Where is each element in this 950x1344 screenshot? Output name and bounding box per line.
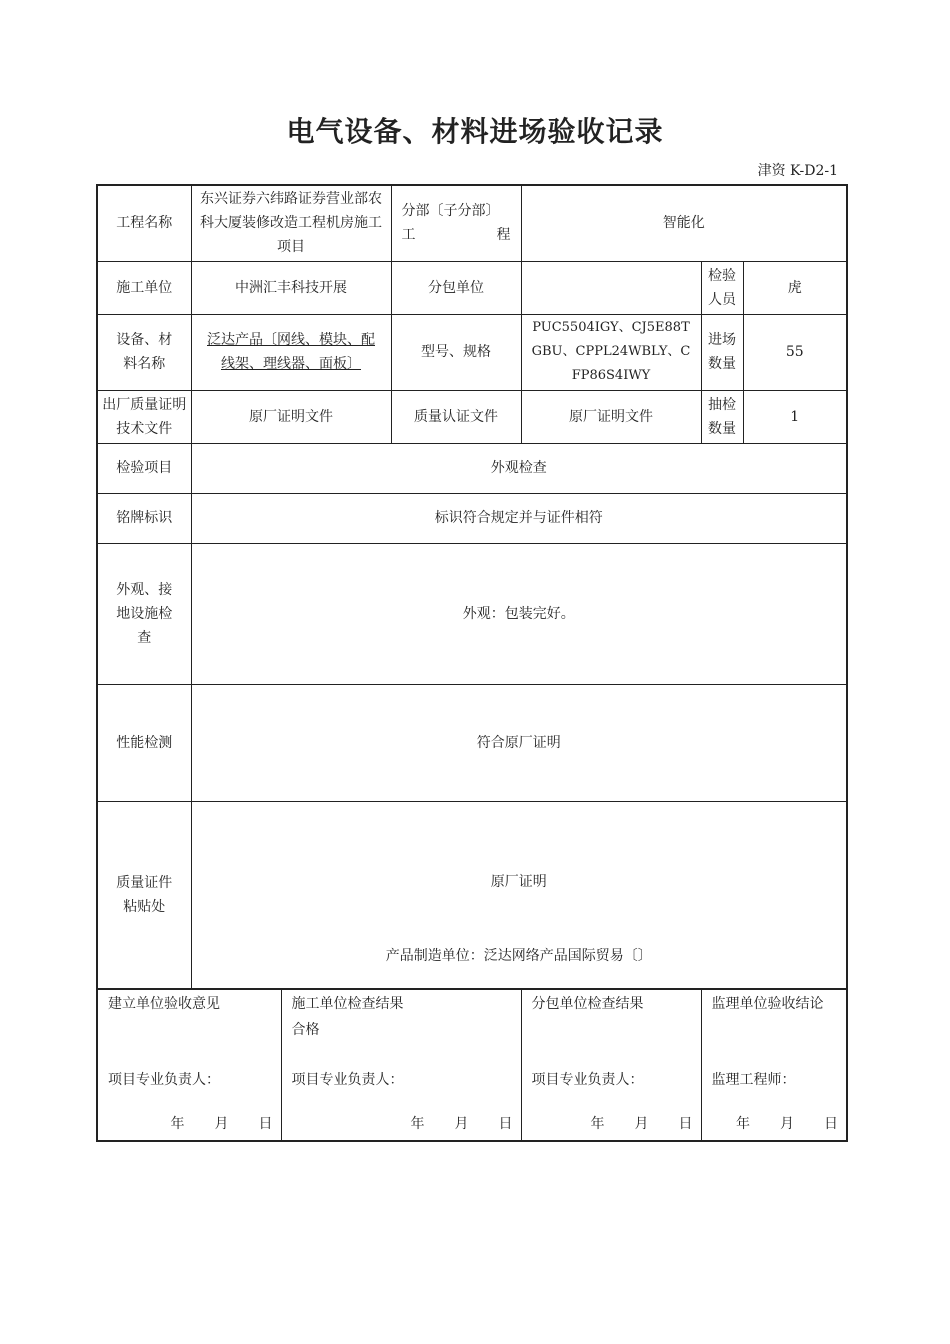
subproject-label-line1: 分部〔子分部〕 <box>401 203 500 220</box>
docs-label: 出厂质量证明技术文件 <box>97 390 191 443</box>
model-label: 型号、规格 <box>391 314 521 390</box>
signature-date <box>702 1112 839 1136</box>
date-month: 月 <box>634 1116 649 1132</box>
date-day: 日 <box>258 1116 273 1132</box>
inspection-item-label: 检验项目 <box>97 443 191 493</box>
page-title: 电气设备、材料进场验收记录 <box>286 115 664 148</box>
project-row <box>97 185 847 261</box>
form-code: 津资 K-D2-1 <box>757 163 838 179</box>
inspector-value: 虎 <box>743 261 847 314</box>
date-month: 月 <box>214 1116 229 1132</box>
cert-label: 质量认证文件 <box>391 390 521 443</box>
material-label: 设备、材料名称 <box>97 314 191 390</box>
subproject-label-line2 <box>402 223 511 247</box>
performance-value: 符合原厂证明 <box>191 684 847 801</box>
signature-result: 合格 <box>291 1022 320 1038</box>
signature-responsible: 项目专业负责人： <box>291 1072 404 1088</box>
subcontractor-label: 分包单位 <box>391 261 521 314</box>
inspection-item-row <box>97 443 847 493</box>
date-year: 年 <box>736 1116 750 1132</box>
signature-cell <box>521 989 701 1141</box>
date-month: 月 <box>454 1116 469 1132</box>
subproject-value: 智能化 <box>521 185 847 261</box>
signature-responsible: 项目专业负责人： <box>108 1072 220 1088</box>
date-day: 日 <box>498 1116 513 1132</box>
date-year: 年 <box>170 1116 185 1132</box>
sample-value: 1 <box>743 390 847 443</box>
contractor-label: 施工单位 <box>97 261 191 314</box>
quality-value: 原厂证明 <box>490 873 547 890</box>
performance-label: 性能检测 <box>97 684 191 801</box>
date-day: 日 <box>824 1116 838 1132</box>
appearance-value: 外观：包装完好。 <box>191 543 847 684</box>
subproject-label <box>391 185 521 261</box>
inspection-item-value: 外观检查 <box>191 443 847 493</box>
docs-row <box>97 390 847 443</box>
quality-row <box>97 801 847 989</box>
quantity-label: 进场数量 <box>701 314 743 390</box>
contractor-value: 中洲汇丰科技开展 <box>191 261 391 314</box>
nameplate-label: 铭牌标识 <box>97 493 191 543</box>
sample-label: 抽检数量 <box>701 390 743 443</box>
signature-row <box>97 989 847 1141</box>
signature-heading: 建立单位验收意见 <box>108 996 220 1012</box>
signature-date <box>282 1112 513 1136</box>
project-label: 工程名称 <box>97 185 191 261</box>
cert-value: 原厂证明文件 <box>521 390 701 443</box>
quantity-value: 55 <box>743 314 847 390</box>
material-row <box>97 314 847 390</box>
signature-responsible: 项目专业负责人： <box>531 1072 644 1088</box>
manufacturer-text: 产品制造单位：泛达网络产品国际贸易〔〕 <box>385 947 652 964</box>
signature-heading: 施工单位检查结果 <box>291 996 404 1012</box>
subcontractor-value <box>521 261 701 314</box>
nameplate-value: 标识符合规定并与证件相符 <box>191 493 847 543</box>
date-day: 日 <box>678 1116 693 1132</box>
docs-value: 原厂证明文件 <box>191 390 391 443</box>
performance-row <box>97 684 847 801</box>
appearance-label: 外观、接地设施检查 <box>97 543 191 684</box>
quality-cell <box>191 801 847 989</box>
date-month: 月 <box>780 1116 794 1132</box>
signature-heading: 监理单位验收结论 <box>711 996 824 1012</box>
project-value: 东兴证券六纬路证券营业部农科大厦装修改造工程机房施工项目 <box>191 185 391 261</box>
signature-responsible: 监理工程师： <box>711 1072 796 1088</box>
model-value: PUC5504IGY、CJ5E88TGBU、CPPL24WBLY、CFP86S4IWY <box>521 314 701 390</box>
quality-label: 质量证件粘贴处 <box>97 801 191 989</box>
signature-date <box>522 1112 693 1136</box>
date-year: 年 <box>590 1116 605 1132</box>
material-value: 泛达产品〔网线、模块、配线架、理线器、面板〕 <box>207 332 375 372</box>
inspector-label: 检验人员 <box>701 261 743 314</box>
signature-cell <box>701 989 847 1141</box>
signature-cell <box>97 989 281 1141</box>
signature-date <box>98 1112 273 1136</box>
inspection-table <box>96 184 848 1142</box>
nameplate-row <box>97 493 847 543</box>
date-year: 年 <box>410 1116 425 1132</box>
subproject-label-char2: 程 <box>496 227 511 244</box>
contractor-row <box>97 261 847 314</box>
subproject-label-char1: 工 <box>401 227 416 244</box>
signature-heading: 分包单位检查结果 <box>531 996 644 1012</box>
appearance-row <box>97 543 847 684</box>
signature-cell <box>281 989 521 1141</box>
